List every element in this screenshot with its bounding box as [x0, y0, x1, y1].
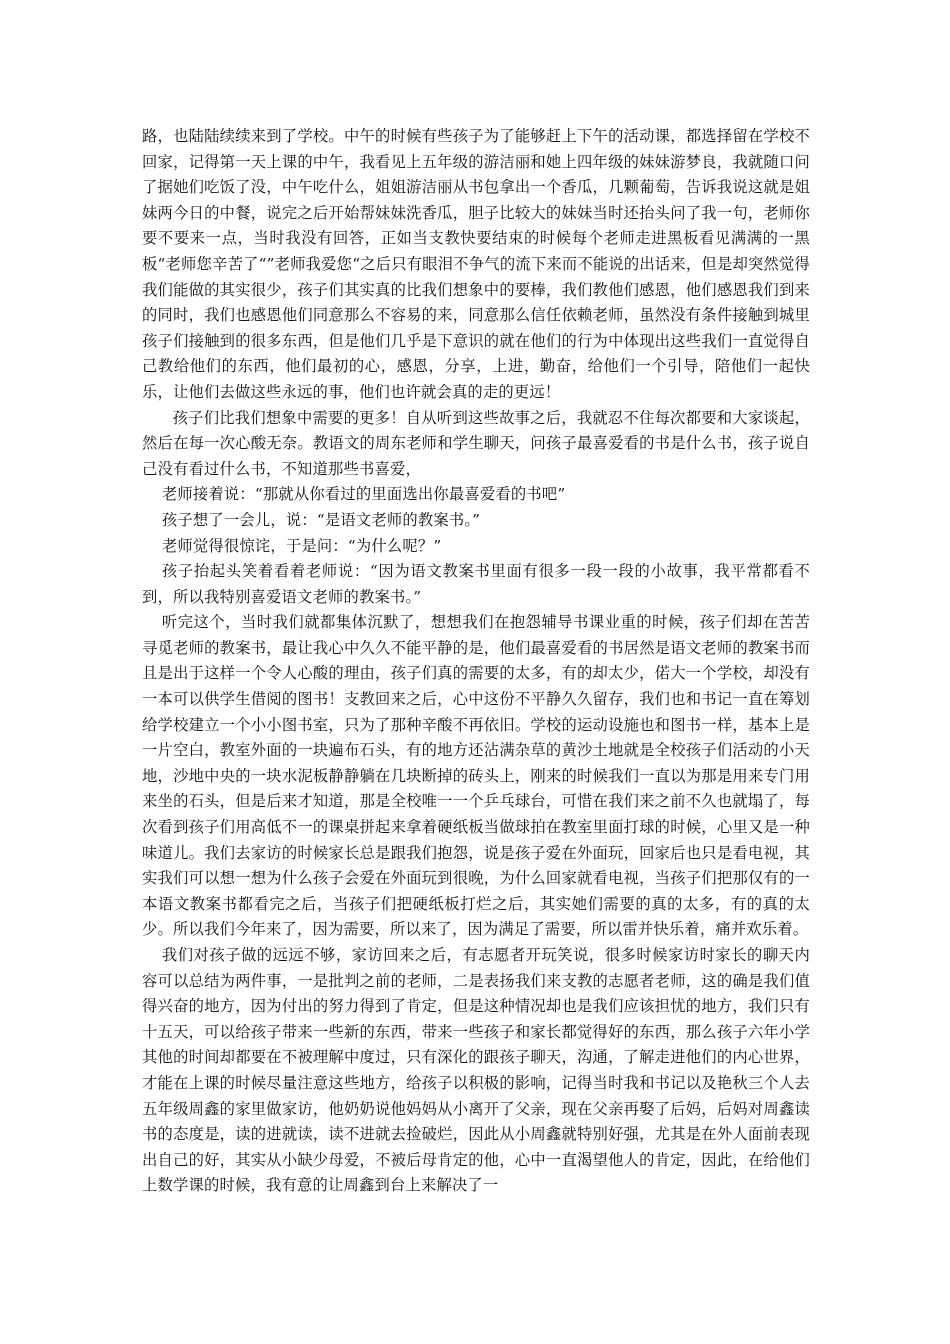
dialogue-line-2: 孩子想了一会儿，说：“是语文老师的教案书。” [161, 510, 481, 529]
paragraph-4: 我们对孩子做的远远不够，家访回来之后，有志愿者开玩笑说，很多时候家访时家长的聊天内容可以总结为两件事，一是批判之前的老师，二是表扬我们来支教的志愿者老师，这的确是我们值得兴奋的地方，因为付出的努力得到了肯定，但是这种情况却也是我们应该担忧的地方，我们只有十五天，可以给孩子带来一些新的东西，带来一些孩子和家长都觉得好的东西，那么孩子六年小学其他的时间却都要在不被理解中度过，只有深化的跟孩子聊天，沟通，了解走进他们的内心世界，才能在上课的时候尽量注意这些地方，给孩子以积极的影响，记得当时我和书记以及艳秋三个人去五年级周鑫的家里做家访，他奶奶说他妈妈从小离开了父亲，现在父亲再娶了后妈，后妈对周鑫读书的态度是，读的进就读，读不进就去捡破烂，因此从小周鑫就特别好强，尤其是在外人面前表现出自己的好，其实从小缺少母爱，不被后母肯定的他，心中一直渴望他人的肯定，因此，在给他们上数学课的时候，我有意的让周鑫到台上来解决了一 [142, 946, 810, 1195]
dialogue-line-4: 孩子抬起头笑着看着老师说：“因为语文教案书里面有很多一段一段的小故事，我平常都看不到，所以我特别喜爱语文老师的教案书。” [142, 562, 810, 606]
paragraph-1: 路，也陆陆续续来到了学校。中午的时候有些孩子为了能够赶上下午的活动课，都选择留在学校不回家，记得第一天上课的中午，我看见上五年级的游洁丽和她上四年级的妹妹游梦良，我就随口问了据她们吃饭了没，中午吃什么，姐姐游洁丽从书包拿出一个香瓜，几颗葡萄，告诉我说这就是姐妹两今日的中餐，说完之后开始帮妹妹洗香瓜，胆子比较大的妹妹当时还抬头问了我一句，老师你要不要来一点，当时我没有回答，正如当支教快要结束的时候每个老师走进黑板看见满满的一黑板“老师您辛苦了“”老师我爱您“之后只有眼泪不争气的流下来而不能说的出话来，但是却突然觉得我们能做的其实很少，孩子们其实真的比我们想象中的要棒，我们教他们感恩，他们感恩我们到来的同时，我们也感恩他们同意那么不容易的来，同意那么信任依赖老师，虽然没有条件接触到城里孩子们接触到的很多东西，但是他们几乎是下意识的就在他们的行为中体现出这些我们一直觉得自己教给他们的东西，他们最初的心，感恩，分享，上进，勤奋，给他们一个引导，陪他们一起快乐，让他们去做这些永远的事，他们也许就会真的走的更远！ [142, 127, 810, 401]
document-page [142, 124, 810, 1199]
paragraph-2: 孩子们比我们想象中需要的更多！自从听到这些故事之后，我就忍不住每次都要和大家谈起，然后在每一次心酸无奈。教语文的周东老师和学生聊天，问孩子最喜爱看的书是什么书，孩子说自己没有看过什么书，不知道那些书喜爱， [142, 408, 810, 478]
dialogue-line-3: 老师觉得很惊诧，于是问：“为什么呢？” [161, 536, 442, 555]
dialogue-line-1: 老师接着说：“那就从你看过的里面选出你最喜爱看的书吧” [161, 485, 566, 504]
paragraph-3: 听完这个，当时我们就都集体沉默了，想想我们在抱怨辅导书课业重的时候，孩子们却在苦苦寻觅老师的教案书，最让我心中久久不能平静的是，他们最喜爱看的书居然是语文老师的教案书而且是出于这样一个令人心酸的理由，孩子们真的需要的太多，有的却太少，偌大一个学校，却没有一本可以供学生借阅的图书！支教回来之后，心中这份不平静久久留存，我们也和书记一直在筹划给学校建立一个小小图书室，只为了那种辛酸不再依旧。学校的运动设施也和图书一样，基本上是一片空白，教室外面的一块遍布石头，有的地方还沾满杂草的黄沙土地就是全校孩子们活动的小天地，沙地中央的一块水泥板静静躺在几块断掉的砖头上，刚来的时候我们一直以为那是用来专门用来坐的石头，但是后来才知道，那是全校唯一一个乒乓球台，可惜在我们来之前不久也就塌了，每次看到孩子们用高低不一的课桌拼起来拿着硬纸板当做球拍在教室里面打球的时候，心里又是一种味道儿。我们去家访的时候家长总是跟我们抱怨，说是孩子爱在外面玩，回家后也只是看电视，其实我们可以想一想为什么孩子会爱在外面玩到很晚，为什么回家就看电视，当孩子们把那仅有的一本语文教案书都看完之后，当孩子们把硬纸板打烂之后，其实她们需要的真的太多，有的真的太少。所以我们今年来了，因为需要，所以来了，因为满足了需要，所以雷并快乐着，痛并欢乐着。 [142, 613, 810, 939]
